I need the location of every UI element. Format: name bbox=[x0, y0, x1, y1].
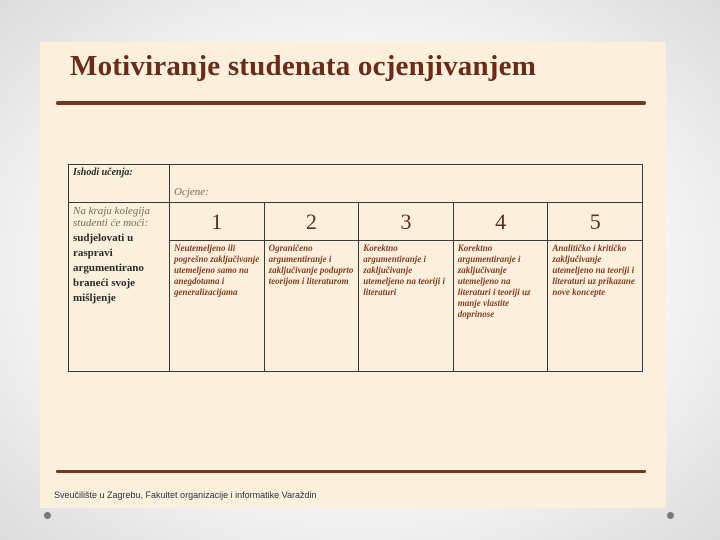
grade-4: 4 bbox=[453, 203, 548, 241]
slide-title: Motiviranje studenata ocjenjivanjem bbox=[70, 50, 537, 82]
outcomes-header-cell bbox=[69, 165, 170, 203]
table-row bbox=[69, 203, 643, 241]
descriptor-5: Analitičko i kritičko zaključivanje utemeljeno na teoriji i literaturi uz prikazane nove koncepte bbox=[548, 241, 643, 372]
descriptor-2: Ograničeno argumentiranje i zaključivanje poduprto teorijom i literaturom bbox=[264, 241, 359, 372]
grade-3: 3 bbox=[359, 203, 454, 241]
footer-divider bbox=[56, 470, 646, 473]
title-divider bbox=[56, 101, 646, 105]
right-dot-icon bbox=[667, 512, 674, 519]
grades-header: Ocjene: bbox=[174, 186, 209, 198]
slide bbox=[40, 42, 666, 508]
outcome-cell bbox=[69, 203, 170, 372]
grade-1: 1 bbox=[170, 203, 265, 241]
grade-2: 2 bbox=[264, 203, 359, 241]
outcome-intro: Na kraju kolegija studenti će moći: bbox=[73, 205, 150, 229]
outcome-text: sudjelovati u raspravi argumentirano braneći svoje mišljenje bbox=[73, 232, 144, 304]
grade-5: 5 bbox=[548, 203, 643, 241]
footer-text: Sveučilište u Zagrebu, Fakultet organizacije i informatike Varaždin bbox=[54, 490, 317, 500]
descriptor-3: Korektno argumentiranje i zaključivanje utemeljeno na teoriji i literaturi bbox=[359, 241, 454, 372]
table-row bbox=[69, 165, 643, 203]
outcomes-header: Ishodi učenja: bbox=[73, 167, 133, 178]
left-dot-icon bbox=[44, 512, 51, 519]
grades-header-cell bbox=[170, 165, 643, 203]
descriptor-1: Neutemeljeno ili pogrešno zaključivanje utemeljeno samo na anegdotama i generalizacijama bbox=[170, 241, 265, 372]
rubric-table bbox=[68, 164, 643, 372]
descriptor-4: Korektno argumentiranje i zaključivanje utemeljeno na literaturi i teoriji uz manje vlastite doprinose bbox=[453, 241, 548, 372]
